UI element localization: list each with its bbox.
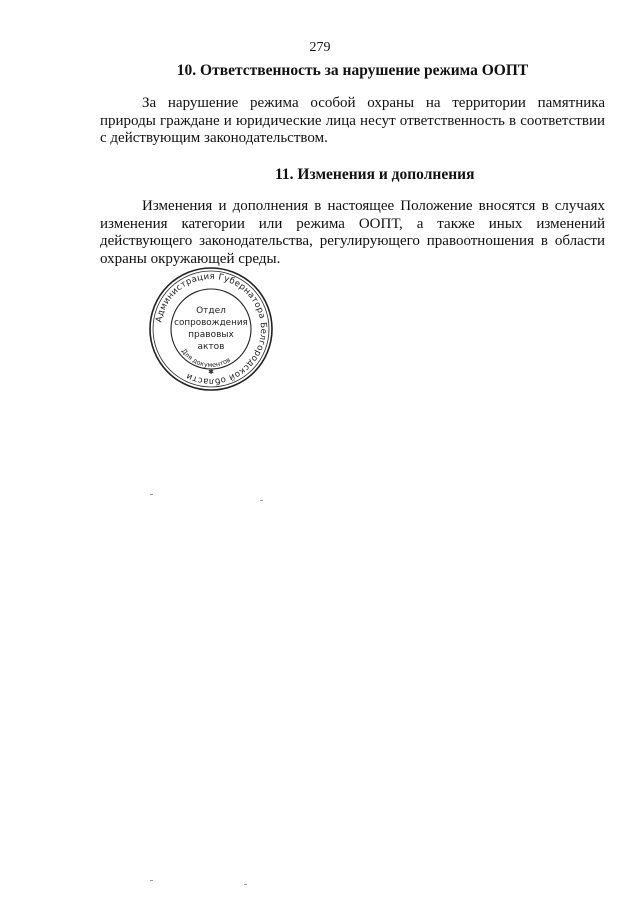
section-11-heading: 11. Изменения и дополнения: [275, 166, 475, 183]
page-number: 279: [309, 40, 331, 55]
section-10-paragraph: За нарушение режима особой охраны на территории памятника природы граждане и юридические лица несут ответственность в соответствии с действующим законодательством.: [100, 95, 605, 146]
stamp-outer-text: Администрация Губернатора Белгородской области: [154, 271, 269, 387]
scan-speck: [244, 884, 247, 885]
section-10-heading: 10. Ответственность за нарушение режима ООПТ: [176, 62, 529, 79]
stamp-line-4: актов: [197, 342, 225, 352]
scan-speck: [260, 500, 263, 501]
stamp-line-1: Отдел: [196, 306, 226, 316]
stamp-line-2: сопровождения: [174, 318, 248, 328]
stamp-line-3: правовых: [188, 330, 234, 340]
section-11-paragraph: Изменения и дополнения в настоящее Положение вносятся в случаях изменения категории или режима ООПТ, а также иных изменений действующего законодательства, регулирующего правоотношения в области охраны окружающей среды.: [100, 198, 605, 267]
stamp-inner-text: Для документов: [179, 347, 232, 370]
scan-speck: [150, 494, 153, 495]
official-stamp: [148, 266, 274, 392]
stamp-star-icon: ✱: [208, 368, 214, 376]
scan-speck: [150, 880, 153, 881]
